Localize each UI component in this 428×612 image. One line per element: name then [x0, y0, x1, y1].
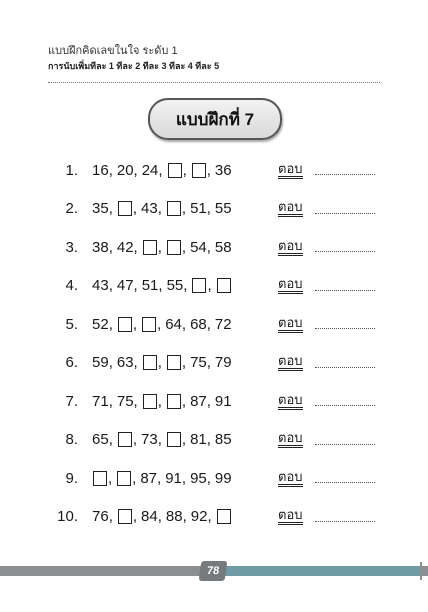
- exercise-title: แบบฝึกที่ 7: [148, 98, 282, 140]
- number-sequence: 38 , 42 , , , 54 , 58: [92, 238, 232, 256]
- sequence-term: 51: [190, 200, 207, 217]
- book-title: แบบฝึกคิดเลขในใจ ระดับ 1: [48, 45, 178, 57]
- answer-box[interactable]: [167, 355, 181, 370]
- answer-box[interactable]: [217, 278, 231, 293]
- sequence-term: 43: [141, 200, 158, 217]
- sequence-term: 71: [92, 392, 109, 410]
- exercise-row: [0, 345, 428, 381]
- sequence-term: 91: [165, 469, 182, 487]
- answer-box[interactable]: [192, 163, 206, 178]
- number-sequence: 43 , 47 , 51 , 55 , ,: [92, 277, 232, 294]
- sequence-term: 63: [116, 354, 134, 371]
- sequence-term: 85: [214, 431, 232, 448]
- sequence-term: 16: [92, 161, 109, 179]
- sequence-term: 87: [190, 392, 207, 410]
- footer-bar-accent: [225, 566, 420, 576]
- answer-box[interactable]: [168, 163, 182, 178]
- number-sequence: , , 87 , 91 , 95 , 99: [92, 470, 232, 487]
- exercise-number: 3.: [65, 238, 78, 256]
- answer-label: ตอบ: [278, 431, 303, 448]
- number-sequence: 59 , 63 , , , 75 , 79: [92, 354, 232, 371]
- sequence-term: 64: [165, 315, 182, 333]
- sequence-term: 68: [190, 315, 207, 333]
- answer-label: ตอบ: [278, 470, 303, 487]
- exercise-number: 7.: [65, 392, 78, 410]
- sequence-term: 91: [214, 392, 232, 410]
- exercise-number: 1.: [65, 161, 78, 179]
- book-subtitle: การนับเพิ่มทีละ 1 ทีละ 2 ทีละ 3 ทีละ 4 ทีละ 5: [48, 61, 220, 71]
- sequence-term: 55: [214, 200, 232, 217]
- exercise-number: 8.: [65, 431, 78, 448]
- answer-line[interactable]: [315, 213, 375, 214]
- answer-label: ตอบ: [278, 200, 303, 217]
- sequence-term: 43: [92, 277, 109, 294]
- answer-box[interactable]: [117, 471, 131, 486]
- sequence-term: 54: [190, 238, 207, 256]
- answer-line[interactable]: [315, 521, 375, 522]
- answer-line[interactable]: [315, 251, 375, 252]
- sequence-term: 65: [92, 431, 109, 448]
- answer-box[interactable]: [192, 278, 206, 293]
- sequence-term: 73: [141, 431, 158, 448]
- answer-box[interactable]: [118, 509, 132, 524]
- sequence-term: 81: [190, 431, 207, 448]
- answer-box[interactable]: [143, 394, 157, 409]
- answer-box[interactable]: [93, 471, 107, 486]
- exercise-row: [0, 460, 428, 496]
- exercise-row: [0, 152, 428, 188]
- answer-label: ตอบ: [278, 277, 303, 294]
- number-sequence: 52 , , , 64 , 68 , 72: [92, 315, 232, 333]
- sequence-term: 95: [190, 469, 207, 487]
- sequence-term: 55: [166, 277, 184, 294]
- sequence-term: 36: [214, 161, 232, 179]
- exercise-number: 2.: [65, 200, 78, 217]
- page-number: 78: [199, 561, 228, 581]
- answer-line[interactable]: [315, 405, 375, 406]
- footer-bar-end: [420, 562, 422, 580]
- answer-line[interactable]: [315, 367, 375, 368]
- answer-label: ตอบ: [278, 239, 303, 256]
- sequence-term: 20: [116, 161, 134, 179]
- exercise-number: 4.: [65, 277, 78, 294]
- number-sequence: 35 , , 43 , , 51 , 55: [92, 200, 232, 217]
- answer-box[interactable]: [167, 201, 181, 216]
- exercise-number: 10.: [57, 508, 78, 525]
- sequence-term: 58: [214, 238, 232, 256]
- exercise-number: 6.: [65, 354, 78, 371]
- exercise-row: [0, 306, 428, 342]
- sequence-term: 75: [190, 354, 207, 371]
- exercise-row: [0, 422, 428, 458]
- sequence-term: 47: [116, 277, 134, 294]
- header: [48, 44, 388, 73]
- sequence-term: 75: [116, 392, 134, 410]
- sequence-term: 99: [214, 469, 232, 487]
- sequence-term: 52: [92, 315, 109, 333]
- number-sequence: 16 , 20 , 24 , , , 36: [92, 161, 232, 179]
- number-sequence: 65 , , 73 , , 81 , 85: [92, 431, 232, 448]
- sequence-term: 88: [165, 508, 183, 525]
- header-divider: [48, 82, 380, 83]
- answer-label: ตอบ: [278, 316, 303, 333]
- sequence-term: 38: [92, 238, 109, 256]
- exercise-row: [0, 229, 428, 265]
- answer-box[interactable]: [143, 240, 157, 255]
- exercise-row: [0, 268, 428, 304]
- number-sequence: 71 , 75 , , , 87 , 91: [92, 392, 232, 410]
- answer-box[interactable]: [142, 317, 156, 332]
- answer-box[interactable]: [118, 317, 132, 332]
- sequence-term: 72: [214, 315, 232, 333]
- sequence-term: 87: [140, 469, 158, 487]
- answer-box[interactable]: [217, 509, 231, 524]
- sequence-term: 24: [141, 161, 159, 179]
- answer-line[interactable]: [315, 290, 375, 291]
- answer-box[interactable]: [143, 355, 157, 370]
- answer-line[interactable]: [315, 444, 375, 445]
- answer-box[interactable]: [167, 394, 181, 409]
- number-sequence: 76 , , 84 , 88 , 92 ,: [92, 508, 232, 525]
- answer-box[interactable]: [167, 240, 181, 255]
- sequence-term: 79: [214, 354, 232, 371]
- sequence-term: 42: [116, 238, 134, 256]
- answer-label: ตอบ: [278, 508, 303, 525]
- answer-line[interactable]: [315, 328, 375, 329]
- exercise-row: [0, 191, 428, 227]
- exercise-number: 5.: [65, 315, 78, 333]
- answer-label: ตอบ: [278, 393, 303, 410]
- answer-line[interactable]: [315, 174, 375, 175]
- sequence-term: 59: [92, 354, 109, 371]
- sequence-term: 84: [141, 508, 158, 525]
- answer-box[interactable]: [167, 432, 181, 447]
- sequence-term: 35: [92, 200, 109, 217]
- exercise-row: [0, 499, 428, 535]
- sequence-term: 51: [141, 277, 159, 294]
- answer-line[interactable]: [315, 482, 375, 483]
- answer-box[interactable]: [118, 432, 132, 447]
- exercise-number: 9.: [65, 469, 78, 487]
- answer-label: ตอบ: [278, 162, 303, 179]
- sequence-term: 92: [190, 508, 208, 525]
- sequence-term: 76: [92, 508, 109, 525]
- answer-box[interactable]: [118, 201, 132, 216]
- answer-label: ตอบ: [278, 354, 303, 371]
- exercise-row: [0, 383, 428, 419]
